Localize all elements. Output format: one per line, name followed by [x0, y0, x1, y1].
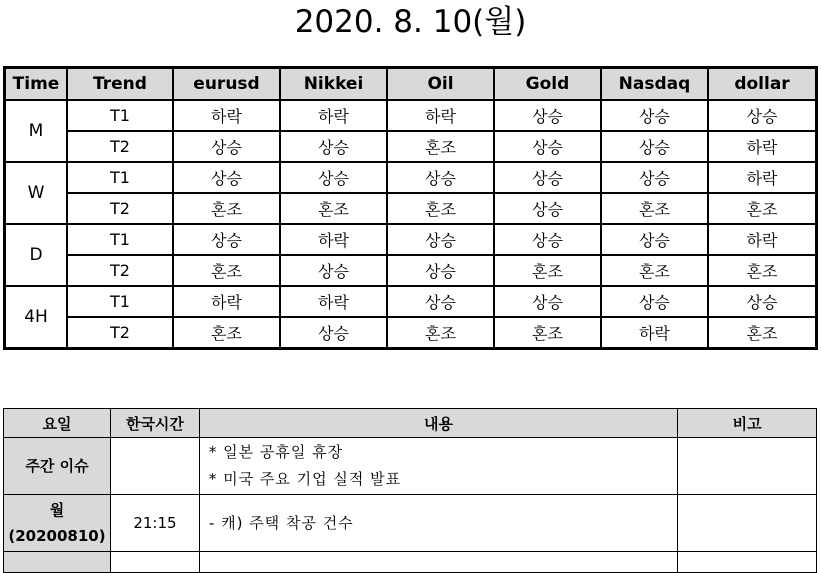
trend-row — [5, 224, 816, 255]
timeframe-cell: M — [5, 100, 67, 162]
schedule-row — [4, 552, 817, 573]
schedule-header-note: 비고 — [678, 409, 817, 438]
trend-value-cell: 혼조 — [494, 255, 601, 286]
trend-value-cell: 혼조 — [173, 255, 280, 286]
trend-value-cell: 하락 — [387, 100, 494, 131]
schedule-time — [111, 438, 200, 495]
schedule-time: 21:15 — [111, 495, 200, 552]
trend-value-cell: 하락 — [173, 286, 280, 317]
trend-label-cell: T1 — [67, 100, 173, 131]
trend-value-cell: 상승 — [173, 131, 280, 162]
trend-value-cell: 혼조 — [173, 317, 280, 348]
trend-value-cell: 상승 — [280, 162, 387, 193]
trend-value-cell: 상승 — [387, 162, 494, 193]
trend-value-cell: 상승 — [708, 100, 816, 131]
trend-value-cell: 상승 — [601, 100, 708, 131]
trend-value-cell: 혼조 — [708, 193, 816, 224]
trend-label-cell: T1 — [67, 286, 173, 317]
trend-value-cell: 하락 — [708, 131, 816, 162]
schedule-day: 주간 이슈 — [4, 438, 111, 495]
schedule-table — [3, 408, 817, 573]
trend-value-cell: 상승 — [387, 255, 494, 286]
trend-header-row — [5, 68, 816, 100]
trend-label-cell: T1 — [67, 224, 173, 255]
schedule-row — [4, 495, 817, 552]
schedule-note — [678, 438, 817, 495]
trend-label-cell: T2 — [67, 255, 173, 286]
timeframe-cell: W — [5, 162, 67, 224]
trend-value-cell: 상승 — [280, 317, 387, 348]
trend-value-cell: 혼조 — [494, 317, 601, 348]
trend-value-cell: 상승 — [280, 255, 387, 286]
page-title: 2020. 8. 10(월) — [294, 4, 527, 40]
trend-row — [5, 131, 816, 162]
schedule-note — [678, 495, 817, 552]
schedule-day-date: (20200810) — [8, 527, 106, 545]
trend-value-cell: 혼조 — [387, 131, 494, 162]
trend-label-cell: T2 — [67, 131, 173, 162]
trend-row — [5, 162, 816, 193]
trend-header-cell: eurusd — [173, 68, 280, 100]
trend-row — [5, 100, 816, 131]
trend-value-cell: 혼조 — [387, 193, 494, 224]
trend-value-cell: 하락 — [280, 286, 387, 317]
schedule-item: * 미국 주요 기업 실적 발표 — [208, 470, 402, 488]
trend-value-cell: 상승 — [601, 286, 708, 317]
trend-header-cell: Nasdaq — [601, 68, 708, 100]
trend-value-cell: 하락 — [173, 100, 280, 131]
trend-row — [5, 193, 816, 224]
trend-value-cell: 상승 — [387, 286, 494, 317]
trend-value-cell: 상승 — [280, 131, 387, 162]
schedule-item: - 캐) 주택 착공 건수 — [208, 513, 354, 532]
schedule-header-day: 요일 — [4, 409, 111, 438]
trend-row — [5, 317, 816, 348]
schedule-content — [200, 495, 678, 552]
trend-table — [3, 66, 818, 350]
trend-label-cell: T2 — [67, 193, 173, 224]
trend-value-cell: 상승 — [494, 162, 601, 193]
trend-value-cell: 하락 — [280, 100, 387, 131]
trend-value-cell: 혼조 — [708, 317, 816, 348]
trend-row — [5, 286, 816, 317]
trend-header-cell: Gold — [494, 68, 601, 100]
trend-value-cell: 혼조 — [601, 255, 708, 286]
trend-header-cell: Oil — [387, 68, 494, 100]
trend-value-cell: 상승 — [173, 224, 280, 255]
schedule-day-name: 월 — [49, 501, 65, 519]
schedule-row — [4, 438, 817, 495]
trend-label-cell: T2 — [67, 317, 173, 348]
trend-header-cell: Nikkei — [280, 68, 387, 100]
trend-value-cell: 하락 — [280, 224, 387, 255]
schedule-header-content: 내용 — [200, 409, 678, 438]
trend-header-cell: dollar — [708, 68, 816, 100]
trend-value-cell: 혼조 — [387, 317, 494, 348]
trend-header-cell: Time — [5, 68, 67, 100]
trend-value-cell: 상승 — [708, 286, 816, 317]
trend-value-cell: 상승 — [494, 100, 601, 131]
trend-value-cell: 상승 — [494, 193, 601, 224]
schedule-day — [4, 495, 111, 552]
trend-value-cell: 하락 — [708, 224, 816, 255]
trend-header-cell: Trend — [67, 68, 173, 100]
timeframe-cell: 4H — [5, 286, 67, 348]
schedule-content — [200, 438, 678, 495]
trend-value-cell: 혼조 — [708, 255, 816, 286]
trend-label-cell: T1 — [67, 162, 173, 193]
trend-value-cell: 상승 — [494, 131, 601, 162]
trend-value-cell: 혼조 — [601, 193, 708, 224]
trend-value-cell: 하락 — [708, 162, 816, 193]
trend-value-cell: 상승 — [494, 286, 601, 317]
schedule-item: * 일본 공휴일 휴장 — [208, 443, 344, 461]
trend-value-cell: 상승 — [601, 224, 708, 255]
trend-value-cell: 하락 — [601, 317, 708, 348]
trend-value-cell: 상승 — [494, 224, 601, 255]
trend-row — [5, 255, 816, 286]
trend-value-cell: 혼조 — [280, 193, 387, 224]
schedule-header-row — [4, 409, 817, 438]
trend-value-cell: 혼조 — [173, 193, 280, 224]
trend-value-cell: 상승 — [601, 162, 708, 193]
trend-value-cell: 상승 — [387, 224, 494, 255]
trend-value-cell: 상승 — [601, 131, 708, 162]
schedule-header-time: 한국시간 — [111, 409, 200, 438]
trend-value-cell: 상승 — [173, 162, 280, 193]
timeframe-cell: D — [5, 224, 67, 286]
